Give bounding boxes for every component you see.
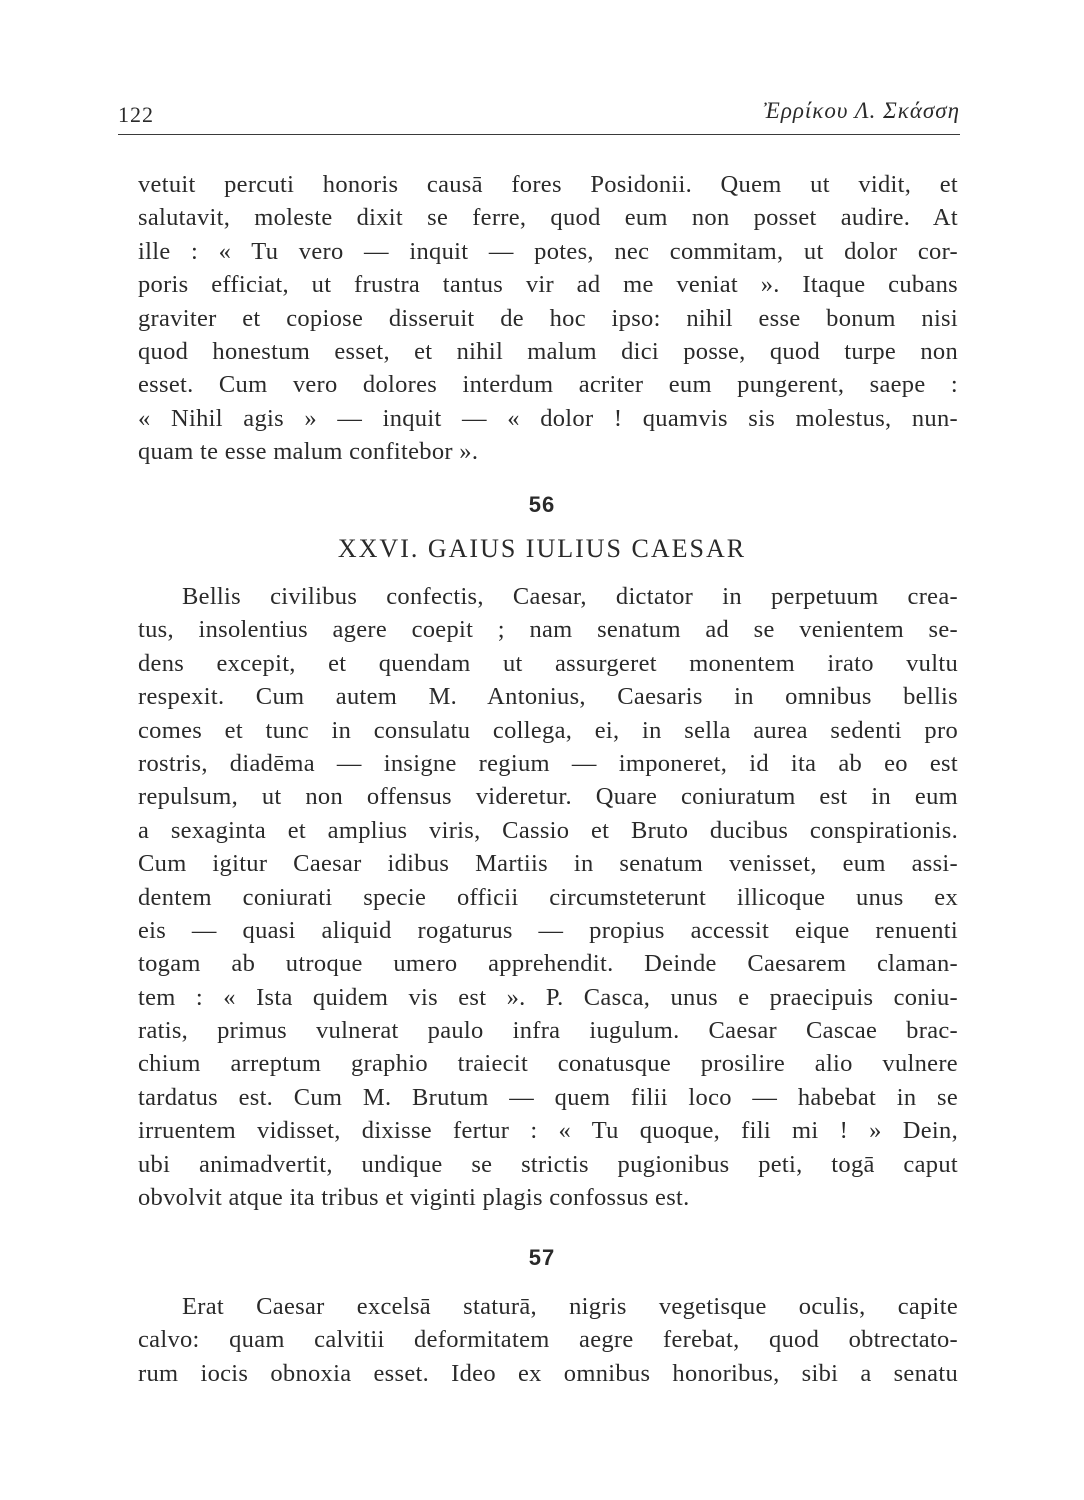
paragraph-caesar-appearance xyxy=(138,1290,958,1390)
text-line: irruentem vidisset, dixisse fertur : « Tu quoque, fili mi ! » Dein, xyxy=(138,1117,958,1145)
text-line: ubi animadvertit, undique se strictis pugionibus peti, togā caput xyxy=(138,1150,958,1178)
text-line: comes et tunc in consulatu collega, ei, in sella aurea sedenti pro xyxy=(138,716,958,744)
text-line: calvo: quam calvitii deformitatem aegre ferebat, quod obtrectato- xyxy=(138,1326,958,1354)
header-rule xyxy=(118,134,960,135)
text-line: chium arreptum graphio traiecit conatusque prosilire alio vulnere xyxy=(138,1050,958,1078)
text-line: repulsum, ut non offensus videretur. Quare coniuratum est in eum xyxy=(138,783,958,811)
text-line: poris efficiat, ut frustra tantus vir ad me veniat ». Itaque cubans xyxy=(138,271,958,299)
page-header xyxy=(118,96,960,128)
text-line: rum iocis obnoxia esset. Ideo ex omnibus honoribus, sibi a senatu xyxy=(138,1359,958,1387)
text-line: Cum igitur Caesar idibus Martiis in senatum venisset, eum assi- xyxy=(138,850,958,878)
text-line: a sexaginta et amplius viris, Cassio et Bruto ducibus conspirationis. xyxy=(138,816,958,844)
paragraph-continuation xyxy=(138,168,958,469)
text-line: graviter et copiose disseruit de hoc ipso: nihil esse bonum nisi xyxy=(138,304,958,332)
text-line: ille : « Tu vero — inquit — potes, nec commitam, ut dolor cor- xyxy=(138,237,958,265)
text-line: quam te esse malum confitebor ». xyxy=(138,438,479,466)
text-line: rostris, diadēma — insigne regium — imponeret, id ita ab eo est xyxy=(138,749,958,777)
text-line: eis — quasi aliquid rogaturus — propius accessit eique renuenti xyxy=(138,916,958,944)
text-line: tem : « Ista quidem vis est ». P. Casca, unus e praecipuis coniu- xyxy=(138,983,958,1011)
text-line: vetuit percuti honoris causā fores Posidonii. Quem ut vidit, et xyxy=(138,171,958,198)
text-line: « Nihil agis » — inquit — « dolor ! quamvis sis molestus, nun- xyxy=(138,404,958,432)
text-line: togam ab utroque umero apprehendit. Deinde Caesarem claman- xyxy=(138,950,958,978)
page-number: 122 xyxy=(118,102,154,127)
text-line: ratis, primus vulnerat paulo infra iugulum. Caesar Cascae brac- xyxy=(138,1017,958,1045)
paragraph-caesar xyxy=(138,580,958,1214)
text-line: Erat Caesar excelsā staturā, nigris vegetisque oculis, capite xyxy=(182,1293,958,1320)
text-line: quod honestum esset, et nihil malum dici posse, quod turpe non xyxy=(138,337,958,365)
text-line: esset. Cum vero dolores interdum acriter eum pungerent, saepe : xyxy=(138,371,958,399)
text-line: tus, insolentius agere coepit ; nam senatum ad se venientem se- xyxy=(138,616,958,644)
text-line: salutavit, moleste dixit se ferre, quod eum non posset audire. At xyxy=(138,204,958,232)
section-number-56: 56 xyxy=(528,492,556,517)
text-line: dentem coniurati specie officii circumsteterunt illicoque unus ex xyxy=(138,883,958,911)
section-number-57: 57 xyxy=(528,1245,556,1270)
text-line: respexit. Cum autem M. Antonius, Caesaris in omnibus bellis xyxy=(138,683,958,711)
running-head: Ἐρρίκου Λ. Σκάσση xyxy=(763,98,960,123)
section-title: XXVI. GAIUS IULIUS CAESAR xyxy=(337,534,747,563)
text-line: Bellis civilibus confectis, Caesar, dictator in perpetuum crea- xyxy=(182,583,958,610)
text-line: tardatus est. Cum M. Brutum — quem filii loco — habebat in se xyxy=(138,1083,958,1111)
text-line: dens excepit, et quendam ut assurgeret monentem irato vultu xyxy=(138,649,958,677)
text-line: obvolvit atque ita tribus et viginti plagis confossus est. xyxy=(138,1184,690,1212)
